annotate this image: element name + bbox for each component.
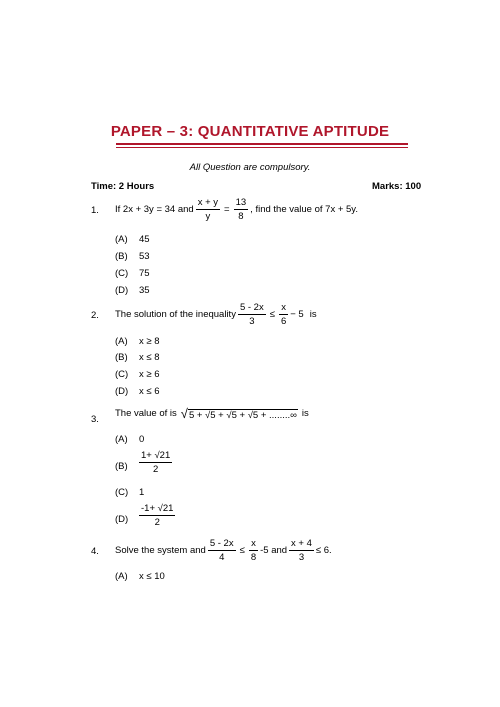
q2-option-b-label: (B) [115, 352, 128, 363]
q4-stem [115, 538, 332, 563]
q1-option-b-text: 53 [139, 251, 150, 262]
q3-stem [115, 406, 309, 421]
q3-option-c-label: (C) [115, 487, 129, 498]
q4-mid: -5 and [260, 545, 288, 556]
q3-stem-pre: The value of is [115, 408, 177, 419]
instruction-text: All Question are compulsory. [189, 162, 311, 173]
q2-option-c-text: x ≥ 6 [139, 369, 160, 380]
q1-option-d-text: 35 [139, 285, 150, 296]
q4-frac-b-den: 8 [250, 552, 257, 563]
q3-option-d-fraction [137, 503, 177, 528]
q1-stem-pre: If 2x + 3y = 34 and [115, 204, 194, 215]
q4-option-a-label: (A) [115, 571, 128, 582]
q2-frac-a-num: 5 - 2x [239, 302, 264, 313]
q2-fraction-a [238, 302, 266, 327]
q4-frac-c-num: x + 4 [291, 538, 312, 549]
q1-frac-a-den: y [205, 211, 211, 222]
q2-frac-b-num: x [279, 302, 288, 315]
q3-option-b-den: 2 [152, 464, 159, 475]
q3-number: 3. [91, 414, 99, 425]
q2-option-b-text: x ≤ 8 [139, 352, 160, 363]
q1-option-d-label: (D) [115, 285, 129, 296]
q2-option-a-text: x ≥ 8 [139, 336, 160, 347]
q1-number: 1. [91, 205, 99, 216]
q4-fraction-c [289, 538, 314, 563]
q2-le: ≤ [269, 309, 275, 320]
q2-option-a-label: (A) [115, 336, 128, 347]
q4-le2: ≤ 6. [315, 545, 332, 556]
q2-stem-post: is [309, 309, 317, 320]
marks-label: Marks: 100 [372, 181, 422, 192]
q4-le1: ≤ [239, 545, 245, 556]
q2-number: 2. [91, 310, 99, 321]
q1-fraction-b [234, 197, 249, 222]
q3-radical-expr: 5 + √5 + √5 + √5 + ........∞ [188, 410, 297, 421]
title-rule-thin [116, 147, 408, 148]
q2-option-d-text: x ≤ 6 [139, 386, 160, 397]
q3-stem-post: is [301, 408, 309, 419]
q2-frac-a-den: 3 [249, 316, 255, 327]
q3-option-a-label: (A) [115, 434, 128, 445]
q4-frac-b-num: x [249, 538, 258, 551]
q3-option-d-den: 2 [154, 517, 160, 528]
q1-option-b-label: (B) [115, 251, 128, 262]
q3-option-d-num: -1+ √21 [141, 503, 174, 514]
q3-nested-radical [181, 406, 298, 421]
q3-option-b-num: 1+ √21 [141, 450, 171, 461]
q2-option-d-label: (D) [115, 386, 129, 397]
q1-option-a-text: 45 [139, 234, 150, 245]
q4-fraction-a [208, 538, 236, 563]
q2-minus: − 5 [290, 309, 304, 320]
q1-option-c-label: (C) [115, 268, 129, 279]
q1-stem [115, 197, 358, 222]
title-rule-thick [116, 143, 408, 145]
q3-radical-icon: √ [180, 406, 188, 421]
q4-fraction-b [249, 538, 258, 563]
q4-number: 4. [91, 546, 99, 557]
q2-option-c-label: (C) [115, 369, 129, 380]
q3-option-c-text: 1 [139, 487, 145, 498]
page-title: PAPER – 3: QUANTITATIVE APTITUDE [110, 123, 390, 140]
q2-stem [115, 302, 317, 327]
q4-stem-pre: Solve the system and [115, 545, 206, 556]
q3-option-d-label: (D) [115, 514, 129, 525]
q1-fraction-a [196, 197, 220, 222]
q2-frac-b-den: 6 [280, 316, 287, 327]
q1-frac-b-num: 13 [235, 197, 247, 208]
q4-frac-c-den: 3 [298, 552, 305, 563]
time-label: Time: 2 Hours [91, 181, 155, 192]
q1-option-c-text: 75 [139, 268, 150, 279]
q4-frac-a-den: 4 [219, 552, 225, 563]
q1-frac-b-den: 8 [238, 211, 244, 222]
q3-option-b-label: (B) [115, 461, 128, 472]
q1-frac-a-num: x + y [197, 197, 219, 208]
q3-option-a-text: 0 [139, 434, 145, 445]
q2-fraction-b [279, 302, 288, 327]
q4-option-a-text: x ≤ 10 [139, 571, 165, 582]
q4-frac-a-num: 5 - 2x [209, 538, 234, 549]
q1-stem-post: , find the value of 7x + 5y. [250, 204, 358, 215]
q3-option-b-fraction [137, 450, 174, 475]
q2-stem-pre: The solution of the inequality [115, 309, 236, 320]
q1-equals: = [224, 204, 230, 215]
q1-option-a-label: (A) [115, 234, 128, 245]
